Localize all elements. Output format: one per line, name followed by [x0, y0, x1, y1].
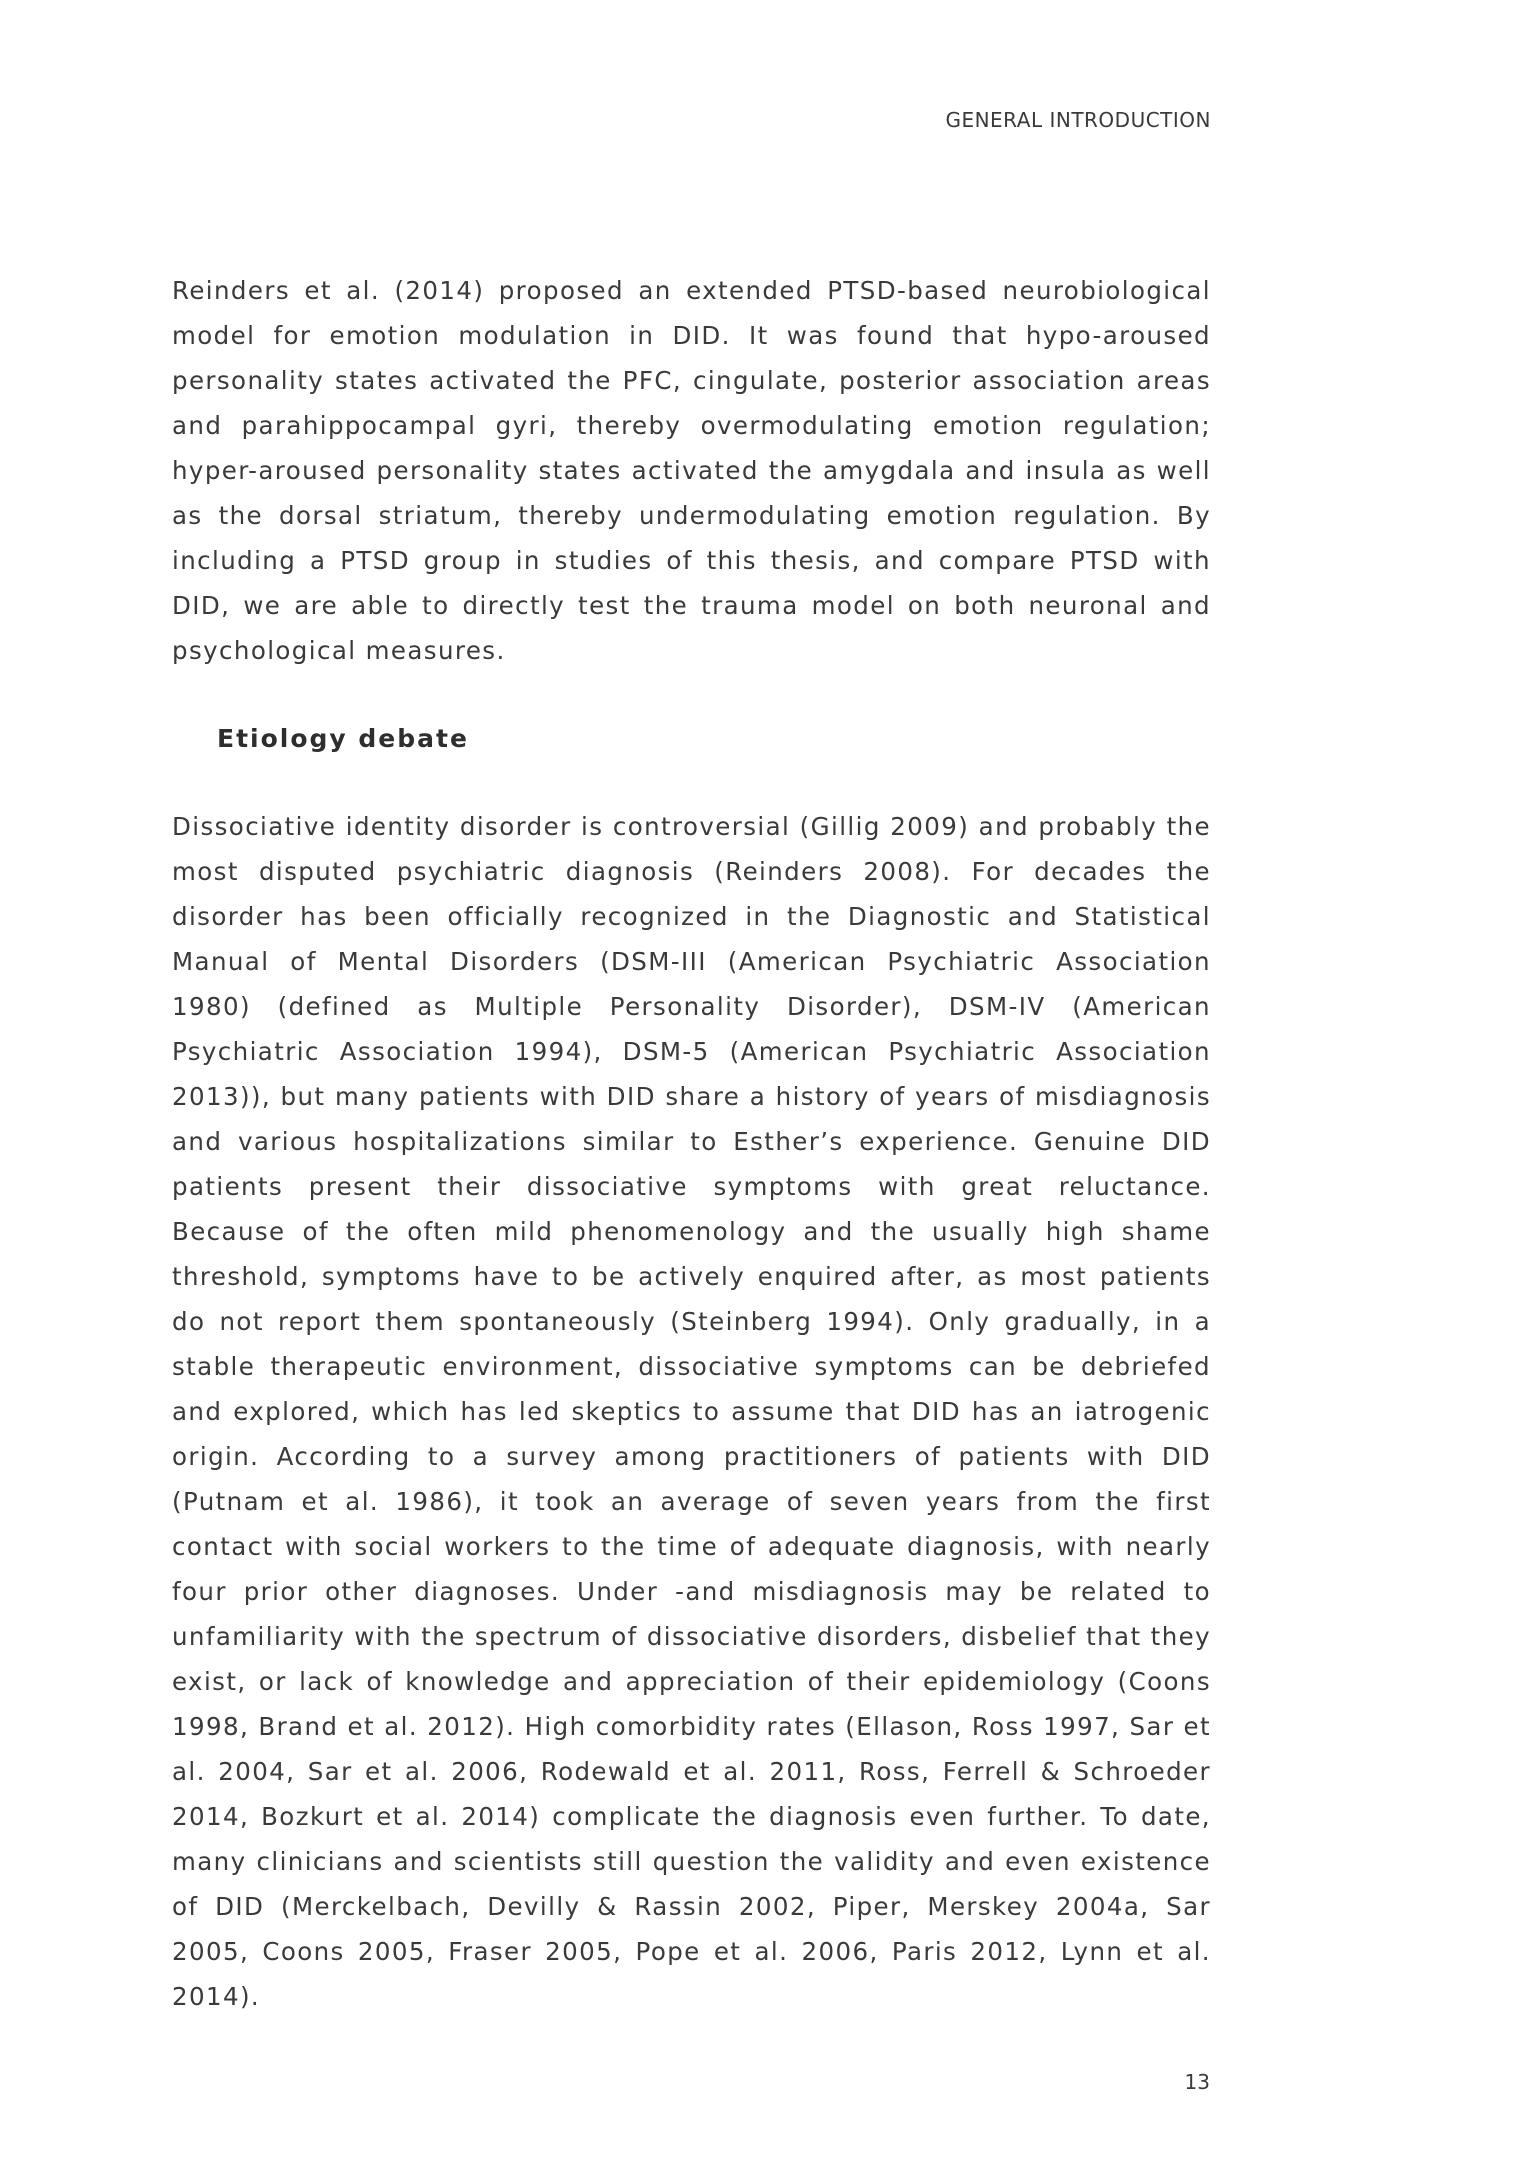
body-paragraph-2: Dissociative identity disorder is controversial (Gillig 2009) and probably the most disputed psychiatric diagnosis (Reinders 2008). For decades the disorder has been officially recognized in the Diagnostic and Statistical Manual of Mental Disorders (DSM-III (American Psychiatric Association 1980) (defined as Multiple Personality Disorder), DSM-IV (American Psychiatric Association 1994), DSM-5 (American Psychiatric Association 2013)), but many patients with DID share a history of years of misdiagnosis and various hospitalizations similar to Esther’s experience. Genuine DID patients present their dissociative symptoms with great reluctance. Because of the often mild phenomenology and the usually high shame threshold, symptoms have to be actively enquired after, as most patients do not report them spontaneously (Steinberg 1994). Only gradually, in a stable therapeutic environment, dissociative symptoms can be debriefed and explored, which has led skeptics to assume that DID has an iatrogenic origin. According to a survey among practitioners of patients with DID (Putnam et al. 1986), it took an average of seven years from the first contact with social workers to the time of adequate diagnosis, with nearly four prior other diagnoses. Under -and misdiagnosis may be related to unfamiliarity with the spectrum of dissociative disorders, disbelief that they exist, or lack of knowledge and appreciation of their epidemiology (Coons 1998, Brand et al. 2012). High comorbidity rates (Ellason, Ross 1997, Sar et al. 2004, Sar et al. 2006, Rodewald et al. 2011, Ross, Ferrell & Schroeder 2014, Bozkurt et al. 2014) complicate the diagnosis even further. To date, many clinicians and scientists still question the validity and even existence of DID (Merckelbach, Devilly & Rassin 2002, Piper, Merskey 2004a, Sar 2005, Coons 2005, Fraser 2005, Pope et al. 2006, Paris 2012, Lynn et al. 2014). — [172, 812, 1211, 2011]
section-heading: Etiology debate — [217, 724, 469, 753]
body-paragraph-1: Reinders et al. (2014) proposed an extended PTSD-based neurobiological model for emotion modulation in DID. It was found that hypo-aroused personality states activated the PFC, cingulate, posterior association areas and parahippocampal gyri, thereby overmodulating emotion regulation; hyper-aroused personality states activated the amygdala and insula as well as the dorsal striatum, thereby undermodulating emotion regulation. By including a PTSD group in studies of this thesis, and compare PTSD with DID, we are able to directly test the trauma model on both neuronal and psychological measures. — [172, 276, 1211, 665]
running-header: GENERAL INTRODUCTION — [945, 108, 1211, 132]
main-content — [172, 268, 1211, 2019]
page-number: 13 — [1184, 2070, 1210, 2094]
